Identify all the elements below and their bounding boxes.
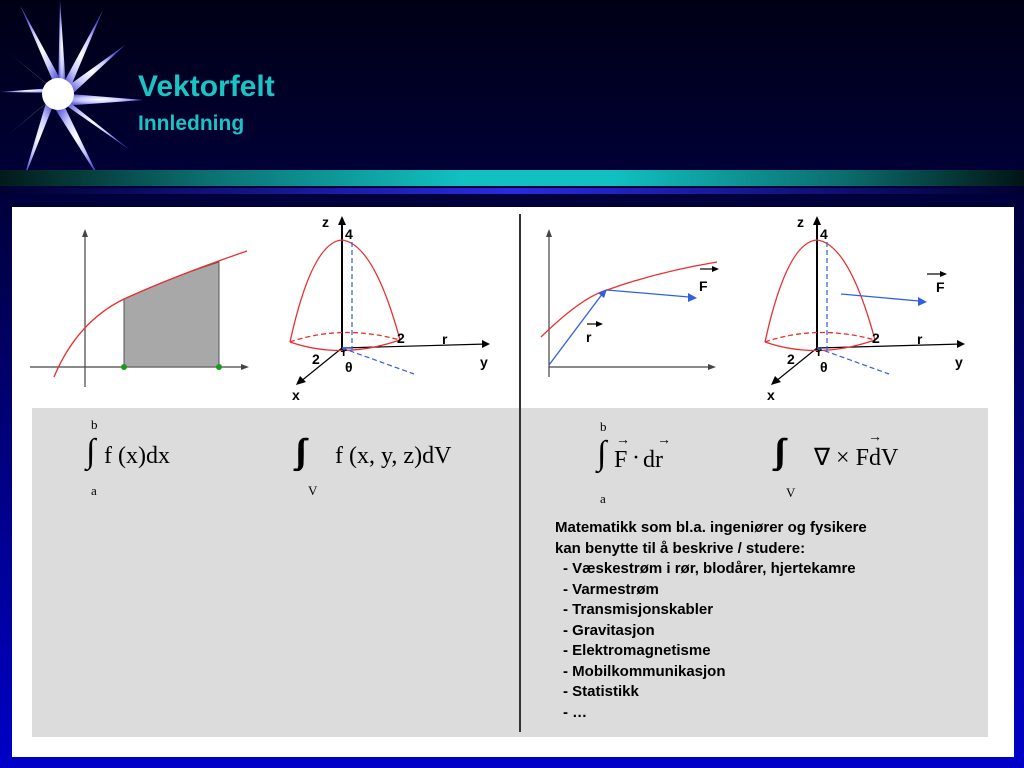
label-small-r: r bbox=[342, 345, 347, 359]
list-item: - Transmisjonskabler bbox=[563, 601, 714, 618]
integrand: f (x)dx bbox=[104, 443, 170, 469]
triple-integral-sign: ∫∫∫ bbox=[774, 433, 778, 470]
integrand: ∇ × FdV bbox=[814, 445, 899, 471]
axis-label-z: z bbox=[322, 214, 329, 230]
slide-title: Vektorfelt bbox=[138, 70, 275, 103]
list-item: - Elektromagnetisme bbox=[563, 642, 711, 659]
list-item: - Væskestrøm i rør, blodårer, hjertekamre bbox=[563, 560, 856, 577]
integral-sign: ∫ bbox=[597, 435, 607, 472]
label-small-r: r bbox=[817, 345, 822, 359]
axis-label-x: x bbox=[767, 387, 775, 402]
volume-limit: V bbox=[308, 483, 318, 498]
intro-line-1: Matematikk som bl.a. ingeniører og fysikere bbox=[555, 519, 867, 536]
label-two-x: 2 bbox=[787, 351, 795, 367]
single-integral-formula bbox=[86, 417, 226, 502]
label-r: r bbox=[917, 331, 923, 347]
differential-dr: dr bbox=[643, 447, 663, 473]
curl-integral-formula bbox=[774, 430, 934, 503]
axis-label-x: x bbox=[292, 387, 300, 402]
header-divider-teal bbox=[0, 170, 1024, 186]
label-theta: θ bbox=[345, 359, 353, 375]
applications-text bbox=[555, 518, 867, 723]
lower-limit: a bbox=[91, 483, 97, 498]
vector-arrow-F: → bbox=[868, 430, 882, 445]
list-item: - … bbox=[563, 703, 588, 721]
label-two-r: 2 bbox=[397, 330, 405, 346]
axis-label-y: y bbox=[955, 354, 963, 370]
vertical-divider bbox=[519, 214, 521, 732]
paraboloid-field-graph bbox=[757, 212, 977, 402]
vector-F: F bbox=[614, 447, 628, 473]
vector-curve-graph bbox=[537, 227, 727, 387]
list-item: - Gravitasjon bbox=[563, 621, 655, 639]
vector-arrow-r: → bbox=[657, 433, 671, 448]
label-two-r: 2 bbox=[872, 330, 880, 346]
list-item: - Statistikk bbox=[563, 683, 639, 700]
line-integral-formula bbox=[597, 419, 717, 504]
volume-limit: V bbox=[786, 485, 796, 500]
paraboloid-graph bbox=[282, 212, 502, 402]
upper-limit: b bbox=[91, 417, 98, 432]
intro-line-2: kan benytte til å beskrive / studere: bbox=[555, 539, 806, 557]
label-r: r bbox=[442, 331, 448, 347]
content-panel bbox=[12, 207, 1014, 757]
vector-arrow-F: → bbox=[616, 433, 630, 448]
axis-label-y: y bbox=[480, 354, 488, 370]
area-under-curve-graph bbox=[27, 227, 252, 387]
vector-label-r: r bbox=[586, 329, 592, 345]
triple-integral-formula bbox=[295, 433, 495, 503]
lower-limit: a bbox=[600, 491, 606, 506]
upper-limit: b bbox=[600, 419, 607, 434]
label-four: 4 bbox=[820, 226, 828, 242]
dot-operator: · bbox=[632, 445, 640, 471]
vector-label-F: F bbox=[936, 279, 945, 295]
axis-label-z: z bbox=[797, 214, 804, 230]
integrand: f (x, y, z)dV bbox=[335, 443, 452, 469]
triple-integral-sign: ∫∫∫ bbox=[295, 433, 299, 470]
label-theta: θ bbox=[820, 359, 828, 375]
vector-label-F: F bbox=[699, 278, 708, 294]
integral-sign: ∫ bbox=[86, 433, 96, 470]
label-two-x: 2 bbox=[312, 351, 320, 367]
header-divider-blue bbox=[0, 188, 1024, 194]
label-four: 4 bbox=[345, 226, 353, 242]
list-item: - Mobilkommunikasjon bbox=[563, 662, 726, 680]
list-item: - Varmestrøm bbox=[563, 580, 659, 598]
slide-subtitle: Innledning bbox=[138, 112, 245, 135]
star-logo bbox=[0, 0, 150, 190]
